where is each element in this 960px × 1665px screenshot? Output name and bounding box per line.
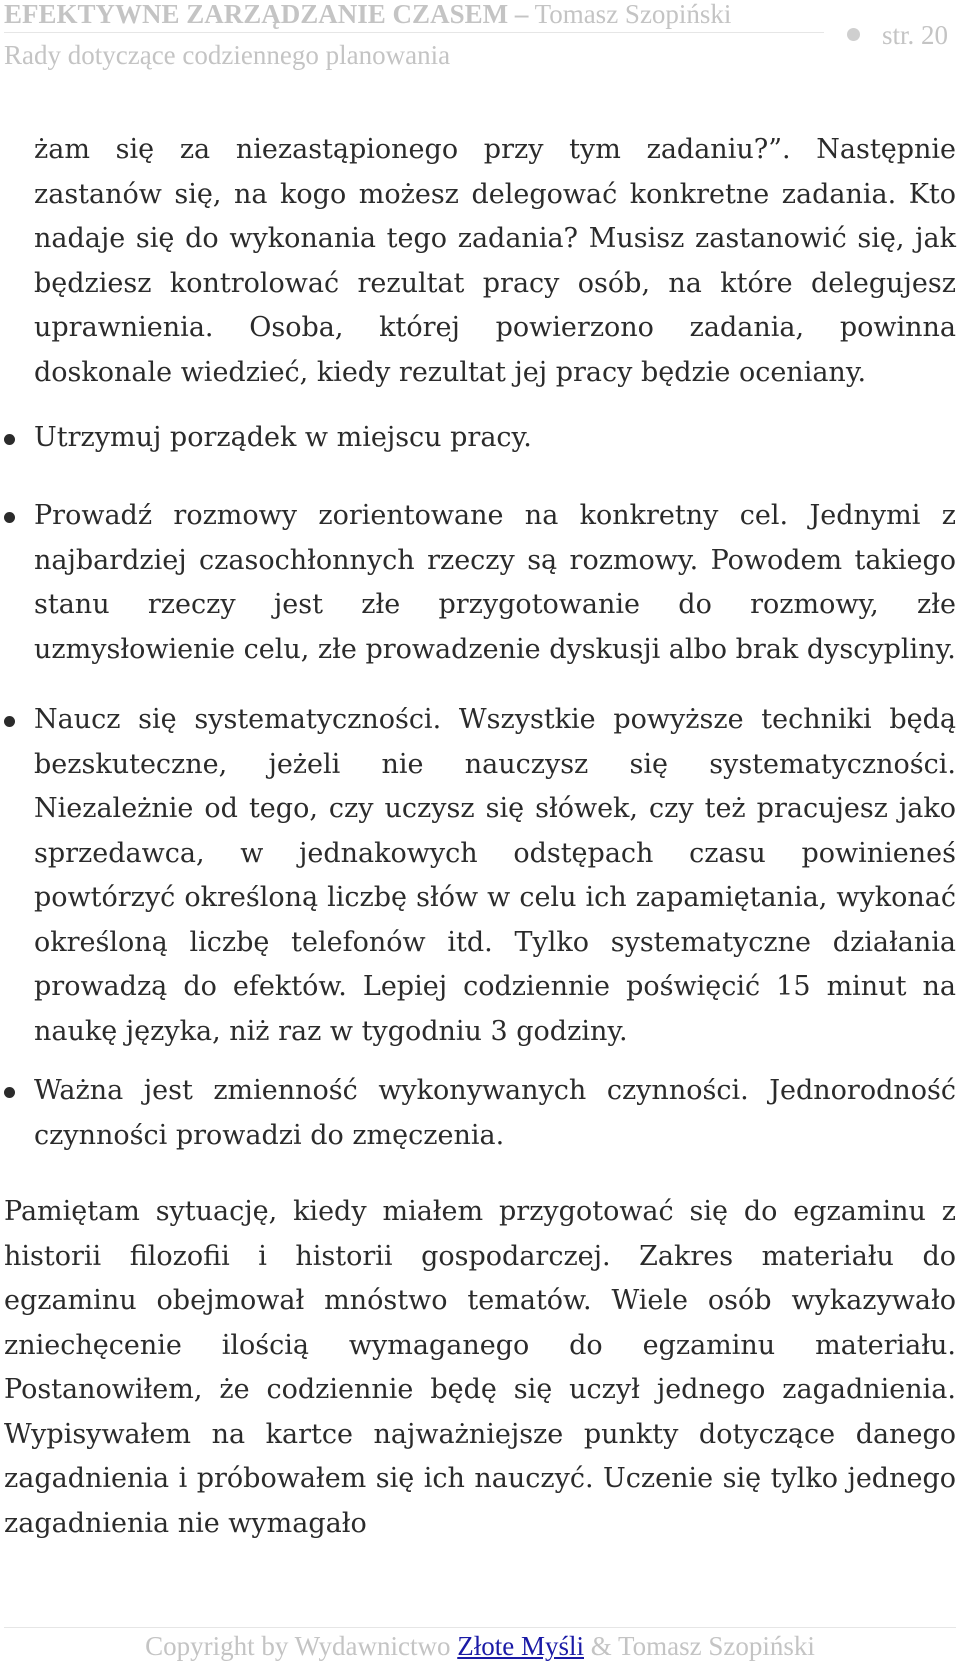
bullet-icon (4, 716, 15, 727)
header-author: Tomasz Szopiński (534, 0, 732, 29)
footer-rule (4, 1627, 956, 1628)
list-item-conversations: Prowadź rozmowy zorientowane na konkretny cel. Jednymi z najbardziej czasochłonnych rzeczy są rozmowy. Powodem takiego stanu rzeczy jest złe przygotowanie do rozmowy, złe uzmysłowienie celu, złe prowadzenie dyskusji albo brak dyscypliny. (34, 500, 956, 665)
page-number (847, 20, 948, 50)
book-title: EFEKTYWNE ZARZĄDZANIE CZASEM (4, 0, 509, 29)
list-item-systematic: Naucz się systematyczności. Wszystkie powyższe techniki będą bezskuteczne, jeżeli nie nauczysz się systematyczności. Niezależnie od tego, czy uczysz się słówek, czy też pracujesz jako sprzedawca, w jednakowych odstępach czasu powinieneś powtórzyć określoną liczbę słów w celu ich zapamiętania, wykonać określoną liczbę telefonów itd. Tylko systematyczne działania prowadzą do efektów. Lepiej codziennie poświęcić 15 minut na naukę języka, niż raz w tygodniu 3 godziny. (34, 704, 956, 1047)
title-dash: – (514, 0, 529, 29)
page-number-label: str. 20 (881, 20, 948, 50)
copyright-line (0, 1629, 960, 1663)
header-rule (4, 32, 824, 33)
copyright-prefix: Copyright by Wydawnictwo (145, 1631, 451, 1661)
paragraph-intro: żam się za niezastąpionego przy tym zadaniu?”. Następnie zastanów się, na kogo możesz delegować konkretne zadania. Kto nadaje się do wykonania tego zadania? Musisz zastanowić się, jak będziesz kontrolować rezultat pracy osób, na które delegujesz uprawnienia. Osoba, której powierzono zadania, powinna doskonale wiedzieć, kiedy rezultat jej pracy będzie oceniany. (34, 134, 956, 388)
page-dot-icon (847, 28, 860, 41)
page-footer (0, 1627, 960, 1665)
bullet-icon (4, 1087, 15, 1098)
paragraph-story: Pamiętam sytuację, kiedy miałem przygotować się do egzaminu z historii filozofii i historii gospodarczej. Zakres materiału do egzaminu obejmował mnóstwo tematów. Wiele osób wykazywało zniechęcenie ilością wymaganego do egzaminu materiału. Postanowiłem, że codziennie będę się uczył jednego zagadnienia. Wypisywałem na kartce najważniejsze punkty dotyczące danego zagadnienia i próbowałem się ich nauczyć. Uczenie się tylko jednego zagadnienia nie wymagało (4, 1196, 956, 1539)
list-item-order: Utrzymuj porządek w miejscu pracy. (34, 422, 532, 453)
bullet-icon (4, 512, 15, 523)
page-header (0, 0, 960, 80)
copyright-suffix: & Tomasz Szopiński (590, 1631, 815, 1661)
section-title: Rady dotyczące codziennego planowania (4, 40, 451, 70)
list-item-variety: Ważna jest zmienność wykonywanych czynności. Jednorodność czynności prowadzi do zmęczenia. (34, 1075, 956, 1151)
bullet-icon (4, 434, 15, 445)
running-title (4, 0, 731, 28)
publisher-link[interactable]: Złote Myśli (457, 1631, 584, 1661)
